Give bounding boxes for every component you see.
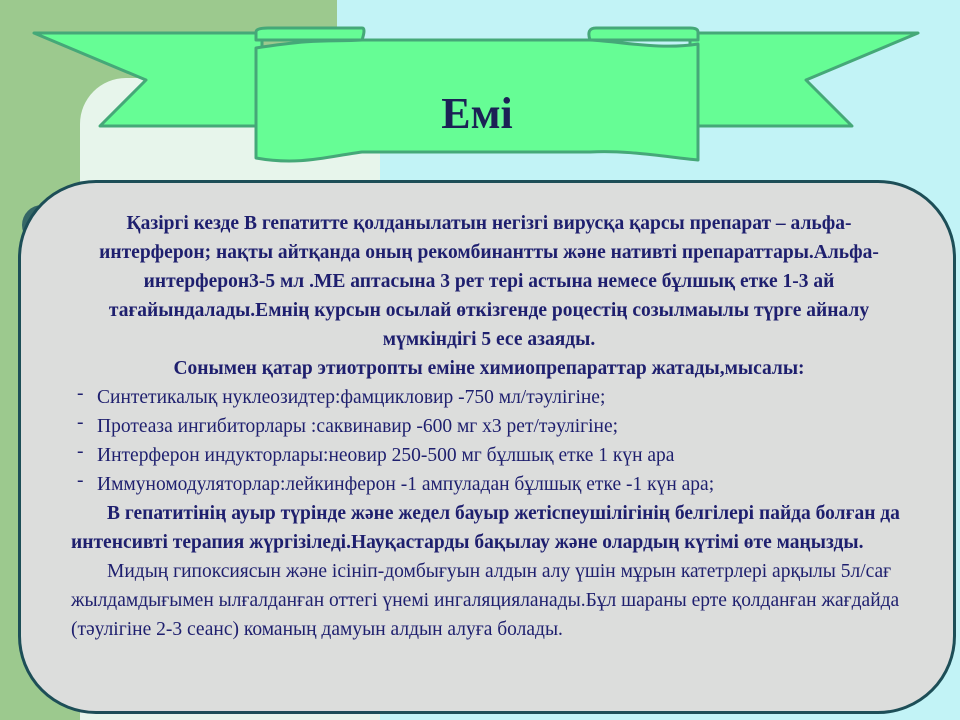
page-title: Емі (441, 89, 513, 138)
content-card (18, 180, 956, 714)
ribbon-right-fold (589, 28, 698, 40)
title-ribbon-banner (0, 0, 960, 180)
list-item: - Протеаза ингибиторлары :саквинавир -600 мг х3 рет/тәулігіне; (71, 412, 907, 441)
etiotropic-heading: Сонымен қатар этиотропты еміне химиопрепараттар жатады,мысалы: (173, 358, 805, 379)
list-item: - Синтетикалық нуклеозидтер:фамцикловир -750 мл/тәулігіне; (71, 383, 907, 412)
oxygen-therapy-paragraph: Мидың гипоксиясын және ісініп-домбығуын алдын алу үшін мұрын катетрлері арқылы 5л/сағ жылдамдығымен ылғалданған оттегі үнемі ингаляцияланады.Бұл шараны ерте қолданған жағдайда (тәулігіне 2-3 сеанс) команың дамуын алдын алуға болады. (71, 561, 900, 640)
list-item: - Иммуномодуляторлар:лейкинферон -1 ампуладан бұлшық етке -1 күн ара; (71, 470, 907, 499)
ribbon-left-fold (256, 28, 364, 40)
ribbon-left-tail (34, 33, 262, 126)
severe-therapy-paragraph: В гепатитінің ауыр түрінде және жедел бауыр жетіспеушілігінің белгілері пайда болған да интенсивті терапия жүргізіледі.Науқастарды бақылау және олардың күтімі өте маңызды. (71, 503, 900, 553)
list-item: - Интерферон индукторлары:неовир 250-500 мг бұлшық етке 1 күн ара (71, 441, 907, 470)
intro-paragraph: Қазіргі кезде В гепатитте қолданылатын негізгі вирусқа қарсы препарат – альфа-интерферон; нақты айтқанда оның рекомбинантты және нативті препараттары.Альфа-интерферон3-5 мл .МЕ аптасына 3 рет тері астына немесе бұлшық етке 1-3 ай тағайындалады.Емнің курсын осылай өткізгенде роцестің созылмаылы түрге айналу мүмкіндігі 5 есе азаяды. (99, 213, 879, 350)
medication-list (71, 383, 907, 499)
ribbon-right-tail (690, 33, 918, 126)
